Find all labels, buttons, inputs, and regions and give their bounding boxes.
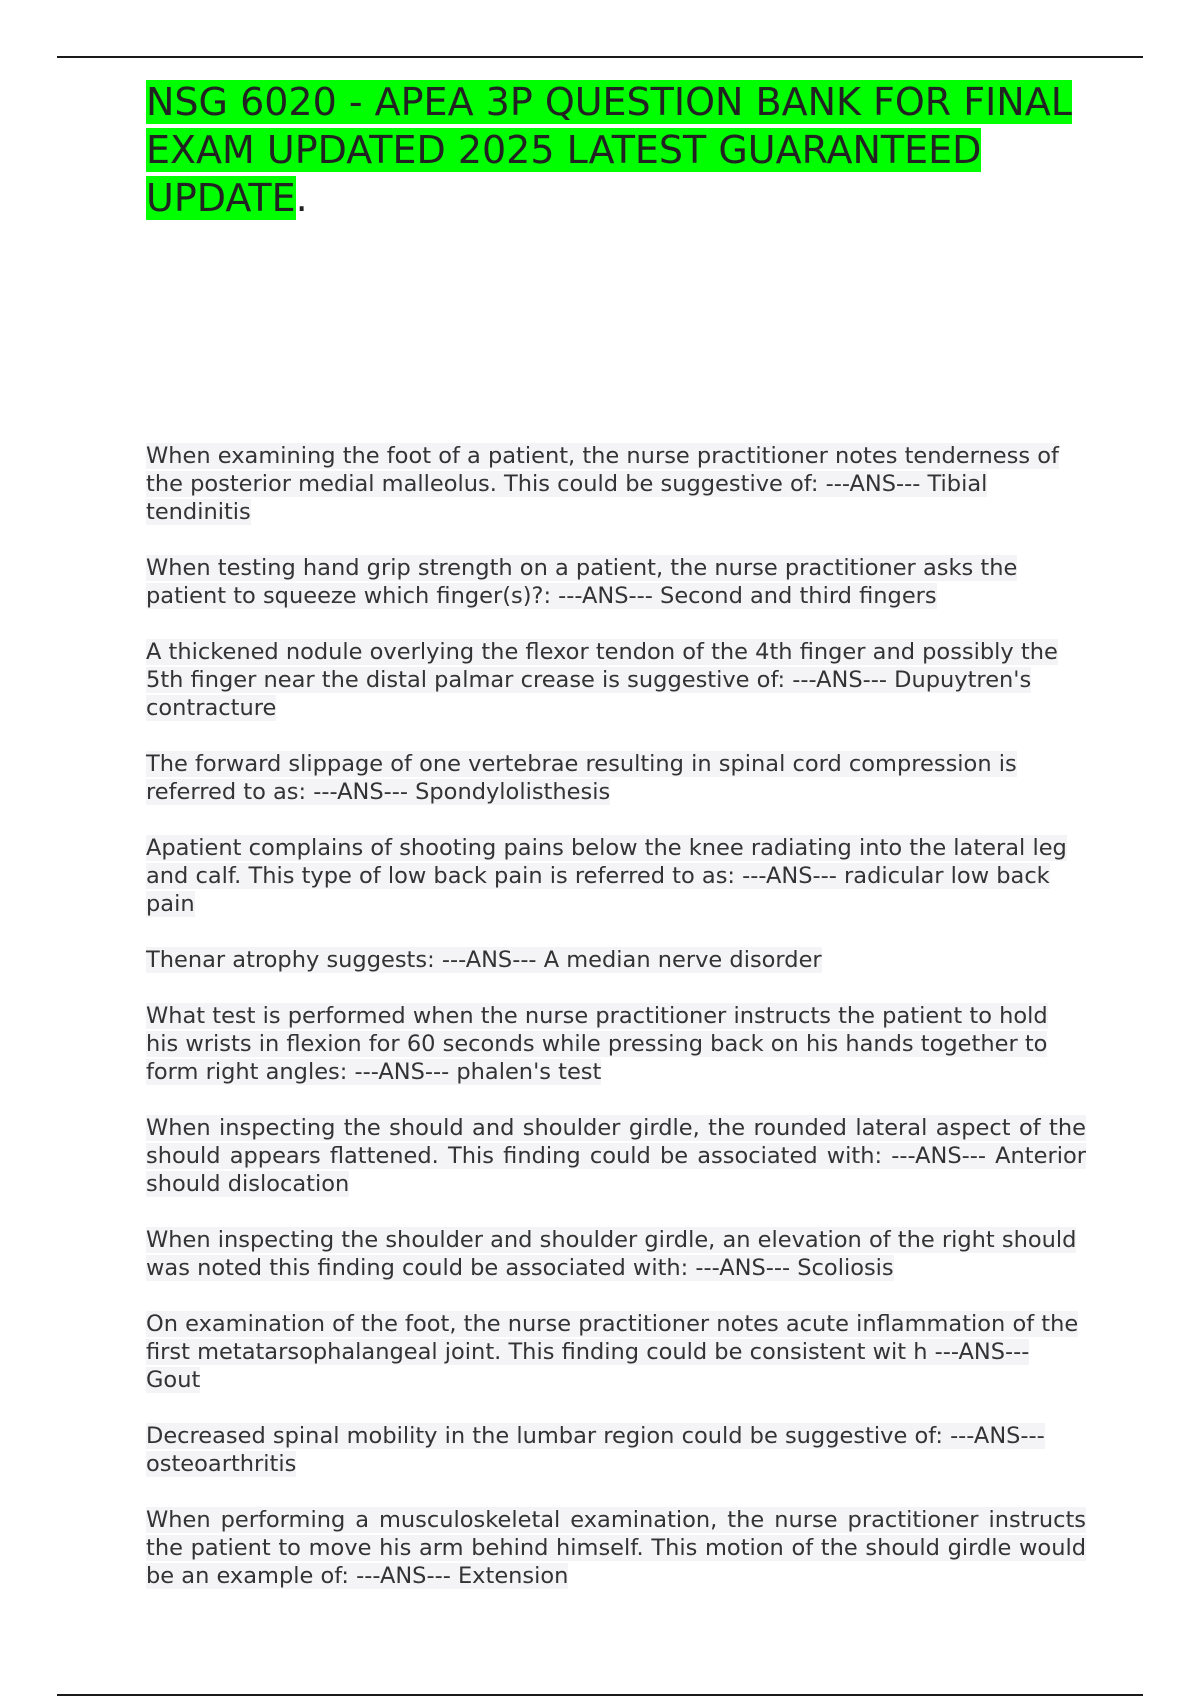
qa-item: When performing a musculoskeletal examination, the nurse practitioner instructs the patient to move his arm behind himself. This motion of the should girdle would be an example of: ---ANS--- Extension	[146, 1507, 1086, 1589]
qa-list	[146, 442, 1086, 1590]
qa-item: When inspecting the shoulder and shoulder girdle, an elevation of the right should was noted this finding could be associated with: ---ANS--- Scoliosis	[146, 1227, 1077, 1281]
qa-item: On examination of the foot, the nurse practitioner notes acute inflammation of the first metatarsophalangeal joint. This finding could be consistent wit h ---ANS--- Gout	[146, 1311, 1079, 1393]
top-rule	[57, 56, 1143, 58]
bottom-rule	[57, 1694, 1143, 1696]
document-title	[146, 78, 1086, 222]
title-suffix: .	[295, 176, 308, 220]
qa-item: Decreased spinal mobility in the lumbar region could be suggestive of: ---ANS--- osteoarthritis	[146, 1423, 1045, 1477]
qa-item: What test is performed when the nurse practitioner instructs the patient to hold his wrists in flexion for 60 seconds while pressing back on his hands together to form right angles: ---ANS--- phalen's test	[146, 1003, 1048, 1085]
qa-item: When inspecting the should and shoulder girdle, the rounded lateral aspect of the should appears flattened. This finding could be associated with: ---ANS--- Anterior should dislocation	[146, 1115, 1086, 1197]
qa-item: Apatient complains of shooting pains below the knee radiating into the lateral leg and calf. This type of low back pain is referred to as: ---ANS--- radicular low back pain	[146, 835, 1067, 917]
title-highlight: NSG 6020 - APEA 3P QUESTION BANK FOR FINAL EXAM UPDATED 2025 LATEST GUARANTEED UPDATE	[146, 80, 1072, 220]
qa-item: Thenar atrophy suggests: ---ANS--- A median nerve disorder	[146, 947, 822, 973]
qa-item: When examining the foot of a patient, the nurse practitioner notes tenderness of the posterior medial malleolus. This could be suggestive of: ---ANS--- Tibial tendinitis	[146, 443, 1059, 525]
document-page	[146, 78, 1086, 1618]
qa-item: A thickened nodule overlying the flexor tendon of the 4th finger and possibly the 5th finger near the distal palmar crease is suggestive of: ---ANS--- Dupuytren's contracture	[146, 639, 1058, 721]
qa-item: When testing hand grip strength on a patient, the nurse practitioner asks the patient to squeeze which finger(s)?: ---ANS--- Second and third fingers	[146, 555, 1018, 609]
qa-item: The forward slippage of one vertebrae resulting in spinal cord compression is referred to as: ---ANS--- Spondylolisthesis	[146, 751, 1017, 805]
